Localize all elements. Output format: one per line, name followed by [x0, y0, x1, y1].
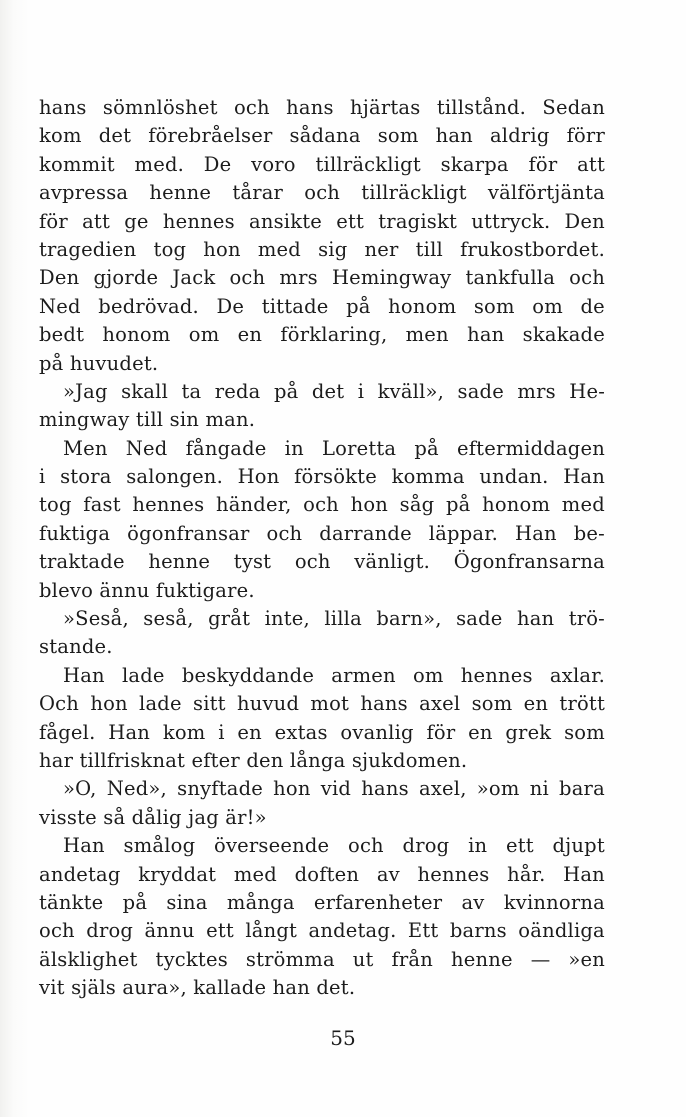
word: Ögonfransarna	[453, 550, 605, 574]
word: reda	[214, 379, 261, 403]
text-line	[39, 122, 605, 150]
word: Den	[39, 266, 80, 290]
word: mrs	[517, 379, 556, 403]
word: avpressa	[39, 181, 129, 205]
word: lade	[139, 692, 182, 716]
text-line-content: mingway till sin man.	[39, 408, 256, 432]
word: och	[229, 266, 266, 290]
text-line	[39, 463, 605, 491]
word: från	[391, 947, 434, 971]
word: kvinnorna	[503, 890, 605, 914]
text-line	[39, 719, 605, 747]
word: en	[237, 323, 263, 347]
word: förklaring,	[280, 323, 388, 347]
text-line	[39, 861, 605, 889]
word: skall	[121, 379, 169, 403]
text-line-content: visste så dålig jag är!»	[39, 805, 267, 829]
text-line	[39, 151, 605, 179]
word: tragedien	[39, 237, 137, 261]
text-line	[39, 491, 605, 519]
word: hennes	[132, 493, 205, 517]
word: tog	[39, 493, 72, 517]
word: lilla	[324, 607, 362, 631]
word: tänkte	[39, 890, 104, 914]
word: skakade	[522, 323, 605, 347]
text-line	[39, 236, 605, 264]
word: Han	[108, 720, 151, 744]
word: huvud	[236, 692, 300, 716]
word: lade	[121, 663, 165, 687]
word: tillstånd.	[436, 96, 527, 119]
word: hår.	[507, 862, 546, 886]
word: ge	[124, 209, 149, 233]
word: in	[284, 436, 304, 460]
word: grek	[505, 720, 552, 744]
word: erfarenheter	[313, 890, 443, 914]
word: hans	[39, 96, 87, 119]
page-number: 55	[330, 1026, 356, 1050]
word: en	[468, 720, 493, 744]
word: oändliga	[518, 919, 605, 943]
word: hon	[273, 777, 311, 801]
word: sina	[166, 890, 208, 914]
word: vänligt.	[354, 550, 431, 574]
word: tog	[153, 237, 187, 261]
text-line	[39, 378, 605, 406]
word: gråt	[208, 607, 251, 631]
word: Han	[63, 834, 105, 858]
word: Ned	[39, 294, 81, 318]
word: ner	[364, 237, 399, 261]
text-line	[39, 804, 605, 832]
word: med.	[134, 152, 185, 176]
word: Han	[563, 465, 605, 489]
text-line	[39, 406, 605, 434]
text-line	[39, 747, 605, 775]
word: ansikte	[249, 209, 323, 233]
word: att	[577, 152, 605, 176]
word: salongen.	[126, 465, 223, 489]
word: och	[266, 521, 303, 545]
word: långt	[245, 919, 298, 943]
word: han	[467, 323, 505, 347]
word: inte,	[264, 607, 310, 631]
word: axel,	[419, 777, 467, 801]
text-line	[39, 321, 605, 349]
word: för	[39, 209, 68, 233]
word: komma	[391, 465, 465, 489]
word: bedt	[39, 323, 85, 347]
word: vid	[320, 777, 352, 801]
word: axlar.	[549, 663, 605, 687]
word: sådana	[289, 124, 361, 148]
word: honom	[102, 323, 171, 347]
word: en	[237, 720, 262, 744]
word: överseende	[214, 834, 330, 858]
word: och	[39, 919, 75, 943]
text-line	[39, 974, 605, 1002]
word: som	[471, 692, 513, 716]
word: i	[39, 465, 46, 489]
word: på	[445, 493, 471, 517]
word: hans	[286, 96, 334, 119]
word: mot	[310, 692, 350, 716]
word: tillräckligt	[315, 152, 421, 176]
word: Och	[39, 692, 80, 716]
word: seså,	[143, 607, 194, 631]
word: ögonfransar	[127, 521, 250, 545]
word: som	[377, 124, 419, 148]
word: tillräckligt	[361, 181, 467, 205]
word: sade	[456, 607, 503, 631]
word: axel	[419, 692, 461, 716]
word: Han	[63, 663, 105, 687]
word: eftermiddagen	[457, 436, 605, 460]
text-line	[39, 889, 605, 917]
word: honom	[388, 294, 457, 318]
text-line	[39, 435, 605, 463]
word: ett	[336, 209, 365, 233]
word: Ned	[125, 436, 168, 460]
word: och	[569, 266, 605, 290]
word: en	[523, 692, 549, 716]
word: hennes	[417, 862, 490, 886]
word: aldrig	[489, 124, 550, 148]
word: hans	[361, 777, 409, 801]
word: kommit	[39, 152, 115, 176]
word: —	[530, 947, 551, 971]
word: drog	[402, 834, 450, 858]
word: snyftade	[177, 777, 263, 801]
text-line	[39, 179, 605, 207]
word: kväll»,	[377, 379, 445, 403]
word: »Jag	[63, 379, 108, 403]
word: skarpa	[440, 152, 509, 176]
word: Den	[564, 209, 605, 233]
word: Hon	[237, 465, 280, 489]
word: sömnlöshet	[102, 96, 218, 119]
word: sitt	[192, 692, 226, 716]
word: »om	[476, 777, 520, 801]
word: hon	[203, 237, 241, 261]
word: armen	[331, 663, 396, 687]
text-line-content: blevo ännu fuktigare.	[39, 578, 255, 602]
word: i	[218, 720, 225, 744]
word: ta	[181, 379, 202, 403]
word: han	[435, 124, 473, 148]
text-line	[39, 577, 605, 605]
text-line	[39, 350, 605, 378]
word: att	[82, 209, 110, 233]
text-line	[39, 208, 605, 236]
word: extas	[274, 720, 328, 744]
word: uttryck.	[471, 209, 551, 233]
word: på	[122, 890, 148, 914]
word: He-	[569, 379, 605, 403]
word: och	[294, 550, 331, 574]
word: såg	[399, 493, 435, 517]
word: »en	[568, 947, 605, 971]
text-line	[39, 633, 605, 661]
text-line	[39, 520, 605, 548]
word: förebråelser	[148, 124, 273, 148]
word: tragiskt	[378, 209, 458, 233]
word: darrande	[319, 521, 412, 545]
word: på	[273, 379, 299, 403]
text-line	[39, 775, 605, 803]
word: henne	[148, 550, 211, 574]
word: hon	[90, 692, 128, 716]
word: voro	[251, 152, 296, 176]
word: älsklighet	[39, 947, 138, 971]
word: för	[426, 720, 456, 744]
word: fuktiga	[39, 521, 111, 545]
word: undan.	[479, 465, 549, 489]
word: »Seså,	[63, 607, 129, 631]
word: men	[405, 323, 449, 347]
text-line	[39, 293, 605, 321]
word: Ett	[407, 919, 439, 943]
word: sig	[318, 237, 348, 261]
word: till	[415, 237, 443, 261]
word: barn»,	[376, 607, 442, 631]
word: tittade	[261, 294, 329, 318]
word: hans	[360, 692, 408, 716]
word: och	[303, 493, 339, 517]
word: ni	[529, 777, 549, 801]
word: med	[561, 493, 605, 517]
word: fågel.	[39, 720, 96, 744]
word: han	[516, 607, 555, 631]
word: i	[357, 379, 365, 403]
word: läppar.	[428, 521, 499, 545]
word: händer,	[215, 493, 292, 517]
word: stora	[60, 465, 112, 489]
word: tyst	[233, 550, 272, 574]
word: med	[257, 237, 301, 261]
word: och	[304, 181, 341, 205]
text-line-content: har tillfrisknat efter den långa sjukdomen.	[39, 748, 468, 772]
word: sade	[457, 379, 504, 403]
word: kom	[39, 124, 82, 148]
word: på	[346, 294, 371, 318]
word: och	[233, 96, 270, 119]
word: de	[580, 294, 605, 318]
word: Han	[514, 521, 557, 545]
word: traktade	[39, 550, 125, 574]
word: beskyddande	[181, 663, 315, 687]
word: mrs	[279, 266, 318, 290]
word: djupt	[552, 834, 605, 858]
word: gjorde	[93, 266, 159, 290]
word: ett	[206, 919, 234, 943]
word: tankfulla	[465, 266, 556, 290]
body-text	[39, 94, 605, 1003]
word: förr	[566, 124, 605, 148]
text-line	[39, 548, 605, 576]
word: försökte	[294, 465, 377, 489]
text-line	[39, 264, 605, 292]
word: om	[412, 663, 444, 687]
word: med	[233, 862, 277, 886]
word: trött	[559, 692, 605, 716]
text-line	[39, 94, 605, 122]
word: bedrövad.	[98, 294, 199, 318]
word: henne	[450, 947, 513, 971]
word: henne	[149, 181, 212, 205]
word: det	[311, 379, 345, 403]
word: om	[188, 323, 220, 347]
word: många	[226, 890, 295, 914]
word: välförtjänta	[487, 181, 605, 205]
word: det	[98, 124, 132, 148]
word: frukostbordet.	[460, 237, 605, 261]
text-line	[39, 832, 605, 860]
word: Loretta	[322, 436, 397, 460]
word: fångade	[185, 436, 267, 460]
word: av	[376, 862, 400, 886]
word: Sedan	[542, 96, 605, 119]
word: ännu	[144, 919, 195, 943]
word: Jack	[172, 266, 216, 290]
word: av	[461, 890, 485, 914]
word: Men	[63, 436, 108, 460]
word: kom	[162, 720, 206, 744]
text-line	[39, 605, 605, 633]
word: om	[532, 294, 563, 318]
text-line-content: vit själs aura», kallade han det.	[39, 976, 356, 1000]
text-line	[39, 946, 605, 974]
word: ut	[352, 947, 374, 971]
word: be-	[573, 521, 605, 545]
word: doften	[294, 862, 360, 886]
word: fast	[83, 493, 121, 517]
word: som	[473, 294, 515, 318]
word: De	[203, 152, 232, 176]
word: och	[348, 834, 384, 858]
text-line	[39, 917, 605, 945]
word: honom	[482, 493, 551, 517]
word: på	[414, 436, 439, 460]
word: andetag.	[308, 919, 397, 943]
word: hon	[350, 493, 389, 517]
word: ett	[505, 834, 534, 858]
word: hjärtas	[350, 96, 421, 119]
word: Han	[563, 862, 605, 886]
word: hennes	[460, 663, 533, 687]
word: »O,	[63, 777, 97, 801]
word: smålog	[123, 834, 196, 858]
word: kryddat	[138, 862, 217, 886]
word: tycktes	[155, 947, 228, 971]
word: Hemingway	[331, 266, 452, 290]
word: ovanlig	[340, 720, 414, 744]
word: andetag	[39, 862, 121, 886]
word: trö-	[568, 607, 605, 631]
word: bara	[559, 777, 605, 801]
text-line-content: stande.	[39, 635, 113, 659]
word: drog	[86, 919, 134, 943]
word: in	[468, 834, 488, 858]
word: tårar	[232, 181, 284, 205]
word: hennes	[162, 209, 235, 233]
word: som	[564, 720, 605, 744]
word: De	[216, 294, 245, 318]
word: barns	[449, 919, 507, 943]
word: för	[528, 152, 558, 176]
text-line-content: på huvudet.	[39, 351, 159, 375]
word: strömma	[245, 947, 335, 971]
text-line	[39, 690, 605, 718]
word: Ned»,	[106, 777, 167, 801]
text-line	[39, 662, 605, 690]
